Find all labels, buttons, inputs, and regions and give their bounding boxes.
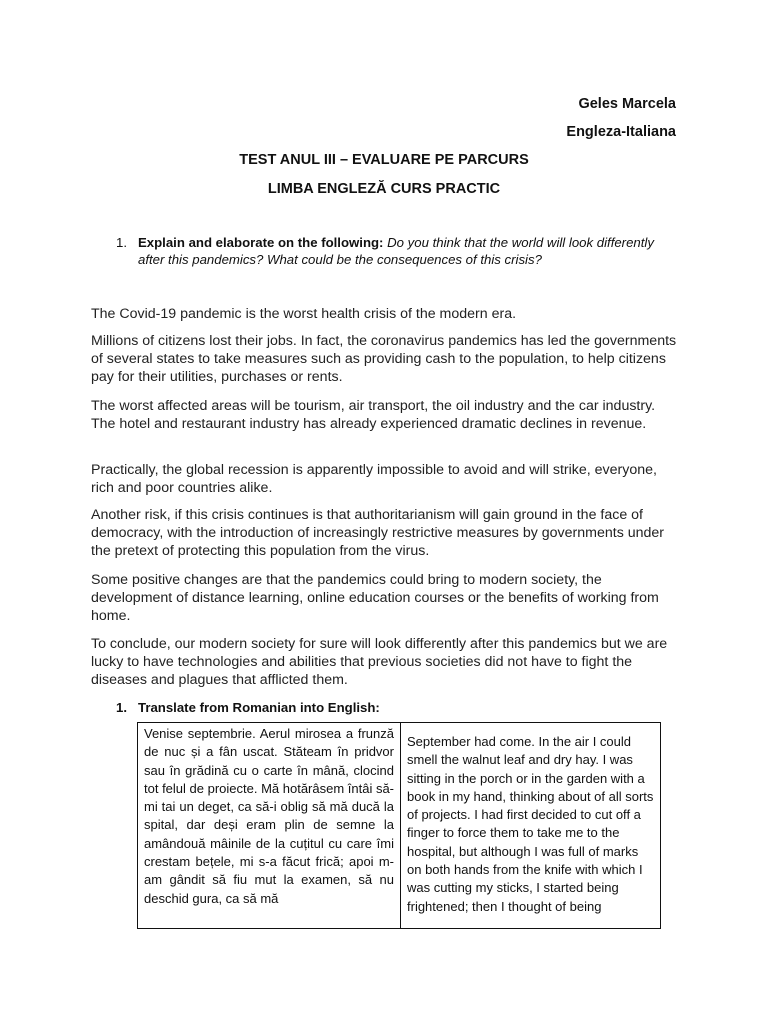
question-1-label: Explain and elaborate on the following: [138, 235, 384, 250]
romanian-text-cell: Venise septembrie. Aerul mirosea a frunză de nuc și a fân uscat. Stăteam în pridvor sau în grădină cu o carte în mână, clocind tot felul de proiecte. Mă hotărâsem întâi să-mi tai un deget, ca să-i oblig să mă ducă la spital, dar deși eram plin de semne la amândouă mâinile de la cuțitul cu care îmi crestam bețele, mi s-a făcut frică; apoi m-am gândit să fiu mut la examen, să nu deschid gura, ca să mă [138, 723, 401, 929]
essay-paragraph: Another risk, if this crisis continues is that authoritarianism will gain ground in the face of democracy, with the introduction of increasingly restrictive measures by governments under the pretext of protecting this population from the virus. [91, 507, 665, 559]
test-title: TEST ANUL III – EVALUARE PE PARCURS [239, 152, 529, 168]
essay-paragraph: The worst affected areas will be tourism, air transport, the oil industry and the car industry. The hotel and restaurant industry has already experienced dramatic declines in revenue. [91, 398, 656, 432]
author-name: Geles Marcela [578, 96, 676, 112]
author-program: Engleza-Italiana [566, 124, 676, 140]
english-translation-cell: September had come. In the air I could smell the walnut leaf and dry hay. I was sitting in the porch or in the garden with a book in my hand, thinking about of all sorts of projects. I had first decided to cut off a finger to force them to take me to the hospital, but although I was full of marks on both hands from the knife with which I was cutting my sticks, I started being frightened; then I thought of being [401, 723, 661, 929]
course-title: LIMBA ENGLEZĂ CURS PRACTIC [267, 181, 501, 197]
essay-paragraph: To conclude, our modern society for sure will look differently after this pandemics but we are lucky to have technologies and abilities that previous societies did not have to fight the diseases and plagues that afflicted them. [91, 636, 668, 688]
essay-paragraph: The Covid-19 pandemic is the worst health crisis of the modern era. [91, 306, 517, 322]
translation-table [137, 722, 661, 929]
question-1 [116, 234, 656, 268]
author-block [566, 95, 676, 151]
question-1-number: 1. [116, 235, 127, 250]
table-row [138, 723, 661, 929]
essay-paragraph: Millions of citizens lost their jobs. In fact, the coronavirus pandemics has led the governments of several states to take measures such as providing cash to the population, to help citizens pay for their utilities, purchases or rents. [91, 333, 677, 385]
question-2-label: Translate from Romanian into English: [138, 700, 380, 715]
essay-paragraph: Practically, the global recession is apparently impossible to avoid and will strike, everyone, rich and poor countries alike. [91, 462, 657, 496]
question-2-number: 1. [116, 700, 127, 715]
essay-paragraph: Some positive changes are that the pandemics could bring to modern society, the development of distance learning, online education courses or the benefits of working from home. [91, 572, 659, 624]
question-1-text: Do you think that the world will look differently after this pandemics? What could be the consequences of this crisis? [138, 235, 654, 267]
question-2 [116, 700, 380, 715]
